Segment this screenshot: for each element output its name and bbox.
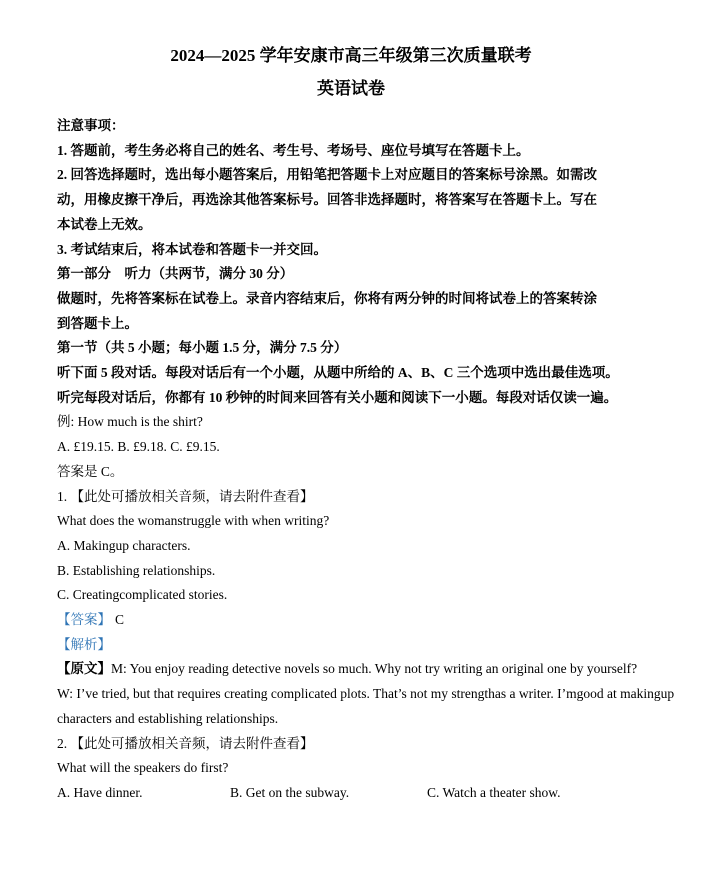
answer-label: 【答案】 <box>57 612 111 628</box>
notice-item-2-line-3: 本试卷上无效。 <box>57 216 152 232</box>
example-question: 例: How much is the shirt? <box>57 414 203 430</box>
answer-value: C <box>115 612 125 628</box>
part1-intro-line-2: 到答题卡上。 <box>57 315 138 331</box>
part1-heading: 第一部分 听力（共两节，满分 30 分） <box>57 266 294 282</box>
notice-item-3: 3. 考试结束后，将本试卷和答题卡一并交回。 <box>57 241 327 257</box>
transcript-text-m: M: You enjoy reading detective novels so much. Why not try writing an original one by yourself? <box>111 661 638 677</box>
example-options: A. £19.15. B. £9.18. C. £9.15. <box>57 439 220 455</box>
page-title: 2024—2025 学年安康市高三年级第三次质量联考 <box>170 46 532 65</box>
example-answer: 答案是 C。 <box>57 463 124 479</box>
section1-instruction-line-2: 听完每段对话后，你都有 10 秒钟的时间来回答有关小题和阅读下一小题。每段对话仅读一遍。 <box>57 389 618 405</box>
q2-audio-note: 2. 【此处可播放相关音频，请去附件查看】 <box>57 735 314 751</box>
q2-option-a: A. Have dinner. <box>57 784 143 800</box>
q1-transcript-line-3: characters and establishing relationships. <box>57 710 279 726</box>
q2-option-b: B. Get on the subway. <box>230 784 350 800</box>
notice-item-1: 1. 答题前，考生务必将自己的姓名、考生号、考场号、座位号填写在答题卡上。 <box>57 142 530 158</box>
transcript-label: 【原文】 <box>57 661 111 677</box>
q1-transcript-line-2: W: I’ve tried, but that requires creating complicated plots. That’s not my strengthas a writer. I’mgood at makingup <box>57 686 675 702</box>
analysis-label: 【解析】 <box>57 636 111 652</box>
q1-option-a: A. Makingup characters. <box>57 537 191 553</box>
q2-question: What will the speakers do first? <box>57 760 229 776</box>
q2-options-row <box>57 781 645 806</box>
q1-question: What does the womanstruggle with when writing? <box>57 513 330 529</box>
page-subtitle: 英语试卷 <box>317 79 385 98</box>
q1-option-c: C. Creatingcomplicated stories. <box>57 587 228 603</box>
part1-intro-line-1: 做题时，先将答案标在试卷上。录音内容结束后，你将有两分钟的时间将试卷上的答案转涂 <box>57 290 597 306</box>
section1-heading: 第一节（共 5 小题；每小题 1.5 分，满分 7.5 分） <box>57 340 348 356</box>
notice-item-2-line-1: 2. 回答选择题时，选出每小题答案后，用铅笔把答题卡上对应题目的答案标号涂黑。如需改 <box>57 167 597 183</box>
section1-instruction-line-1: 听下面 5 段对话。每段对话后有一个小题，从题中所给的 A、B、C 三个选项中选出最佳选项。 <box>57 365 619 381</box>
q1-analysis-line <box>57 633 645 658</box>
notice-item-2-line-2: 动，用橡皮擦干净后，再选涂其他答案标号。回答非选择题时，将答案写在答题卡上。写在 <box>57 192 597 208</box>
q1-audio-note: 1. 【此处可播放相关音频，请去附件查看】 <box>57 488 314 504</box>
notice-heading: 注意事项： <box>57 118 125 133</box>
q2-option-c: C. Watch a theater show. <box>427 784 561 800</box>
q1-option-b: B. Establishing relationships. <box>57 562 216 578</box>
q1-transcript-line-1 <box>57 657 645 682</box>
q1-answer-line <box>57 608 645 633</box>
